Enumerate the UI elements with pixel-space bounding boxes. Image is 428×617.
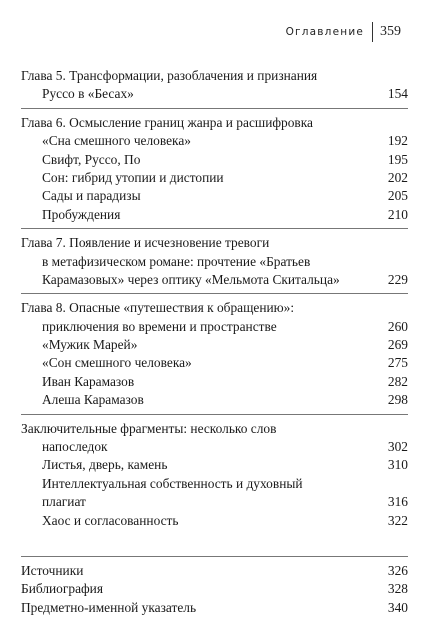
toc-line	[21, 475, 408, 493]
section-divider	[21, 414, 408, 415]
toc-line	[21, 299, 408, 317]
toc-entry-title: Алеша Карамазов	[42, 392, 144, 408]
toc-entry-title: напоследок	[42, 439, 108, 455]
toc-entry-title: Глава 7. Появление и исчезновение тревоги	[21, 235, 270, 251]
toc-entry-title: Листья, дверь, камень	[42, 457, 168, 473]
toc-line	[21, 493, 408, 511]
toc-line	[21, 271, 408, 289]
toc-chapter-entry[interactable]	[21, 234, 408, 289]
toc-line	[21, 151, 408, 169]
toc-chapter-entry[interactable]	[21, 114, 408, 224]
toc-entry-title: Иван Карамазов	[42, 373, 135, 389]
toc-line	[21, 373, 408, 391]
toc-entry-title: Глава 8. Опасные «путешествия к обращению»:	[21, 300, 295, 316]
toc-entry-title: Сады и парадизы	[42, 188, 141, 204]
toc-entry-title: Руссо в «Бесах»	[42, 86, 134, 102]
toc-back-matter-entry[interactable]	[21, 599, 408, 617]
section-divider	[21, 293, 408, 294]
running-header-section: Оглавление	[285, 26, 364, 38]
toc-page-number: 310	[384, 456, 408, 474]
toc-line	[21, 132, 408, 150]
toc-line	[21, 512, 408, 530]
toc-entry-title: «Мужик Марей»	[42, 337, 138, 353]
toc-page-number: 192	[384, 132, 408, 150]
toc-line	[21, 253, 408, 271]
toc-page-number: 340	[384, 599, 408, 617]
toc-entry-title: Глава 5. Трансформации, разоблачения и признания	[21, 68, 318, 83]
toc-page-number: 302	[384, 438, 408, 456]
toc-back-matter-entry[interactable]	[21, 580, 408, 598]
toc-entry-title: «Сон смешного человека»	[42, 355, 192, 371]
toc-entry-title: плагиат	[42, 494, 86, 510]
toc-back-matter-entry[interactable]	[21, 562, 408, 580]
toc-entry-title: Карамазовых» через оптику «Мельмота Скитальца»	[42, 271, 340, 287]
toc-chapter-entry[interactable]	[21, 299, 408, 409]
toc-page-number: 202	[384, 169, 408, 187]
toc-entry-title: приключения во времени и пространстве	[42, 318, 277, 334]
toc-entry-title: Глава 6. Осмысление границ жанра и расшифровка	[21, 114, 313, 130]
table-of-contents	[21, 67, 408, 617]
toc-entry-title: Предметно-именной указатель	[21, 599, 197, 615]
toc-line	[21, 187, 408, 205]
toc-page-number: 328	[384, 580, 408, 598]
toc-line	[21, 234, 408, 252]
toc-entry-title: Источники	[21, 562, 84, 578]
toc-entry-title: Интеллектуальная собственность и духовный	[42, 475, 303, 491]
toc-page-number: 326	[384, 562, 408, 580]
toc-page-number: 316	[384, 493, 408, 511]
toc-chapter-entry[interactable]	[21, 67, 408, 104]
back-matter-divider	[21, 556, 408, 557]
toc-page-number: 229	[384, 271, 408, 289]
toc-line	[21, 336, 408, 354]
running-header	[286, 22, 401, 42]
toc-line	[21, 318, 408, 336]
toc-page-number: 210	[384, 206, 408, 224]
toc-page-number: 282	[384, 373, 408, 391]
toc-page-number: 269	[384, 336, 408, 354]
toc-entry-title: Свифт, Руссо, По	[42, 151, 141, 167]
toc-entry-title: Хаос и согласованность	[42, 512, 179, 528]
toc-line	[21, 206, 408, 224]
toc-line	[21, 456, 408, 474]
section-divider	[21, 228, 408, 229]
toc-line	[21, 438, 408, 456]
toc-line	[21, 169, 408, 187]
toc-page-number: 275	[384, 354, 408, 372]
toc-line	[21, 391, 408, 409]
toc-entry-title: Заключительные фрагменты: несколько слов	[21, 420, 277, 436]
section-divider	[21, 108, 408, 109]
toc-page-number: 298	[384, 391, 408, 409]
toc-line	[21, 354, 408, 372]
toc-page-number: 260	[384, 318, 408, 336]
toc-entry-title: Сон: гибрид утопии и дистопии	[42, 169, 224, 185]
toc-line	[21, 114, 408, 132]
page-number: 359	[380, 24, 401, 39]
toc-line	[21, 85, 408, 103]
toc-entry-title: «Сна смешного человека»	[42, 133, 192, 149]
toc-page-number: 322	[384, 512, 408, 530]
toc-line	[21, 67, 408, 85]
toc-entry-title: Библиография	[21, 581, 104, 597]
toc-entry-title: Пробуждения	[42, 206, 121, 222]
toc-entry-title: в метафизическом романе: прочтение «Братьев	[42, 253, 311, 269]
toc-line	[21, 420, 408, 438]
toc-chapter-entry[interactable]	[21, 420, 408, 530]
toc-page-number: 195	[384, 151, 408, 169]
toc-page-number: 154	[384, 85, 408, 103]
toc-page-number: 205	[384, 187, 408, 205]
